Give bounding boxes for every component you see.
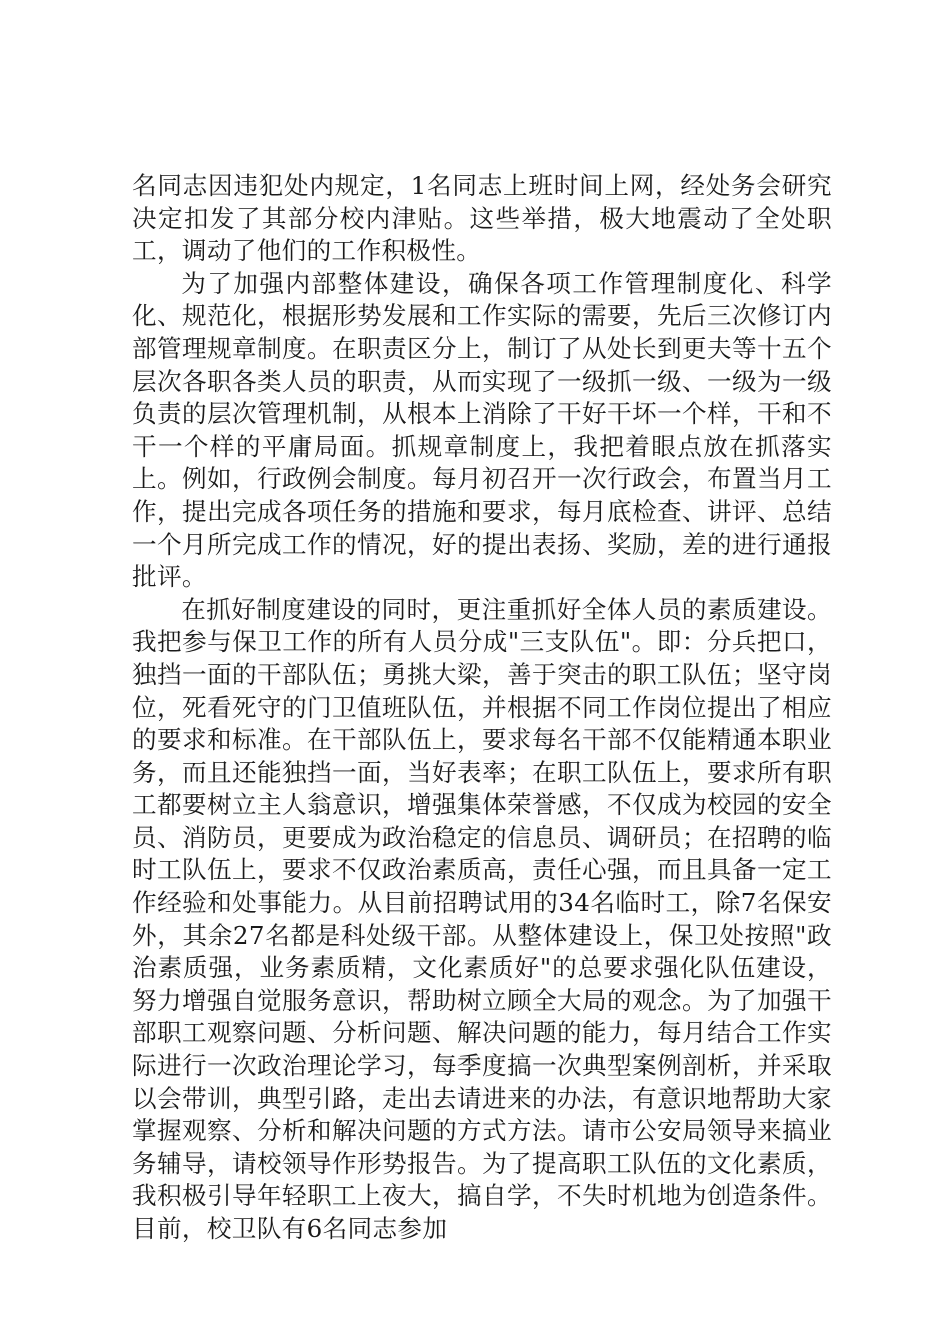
document-body [132, 170, 832, 1246]
paragraph-2: 为了加强内部整体建设，确保各项工作管理制度化、科学化、规范化，根据形势发展和工作实际的需要，先后三次修订内部管理规章制度。在职责区分上，制订了从处长到更夫等十五个层次各职各类人员的职责，从而实现了一级抓一级、一级为一级负责的层次管理机制，从根本上消除了干好干坏一个样，干和不干一个样的平庸局面。抓规章制度上，我把着眼点放在抓落实上。例如，行政例会制度。每月初召开一次行政会，布置当月工作，提出完成各项任务的措施和要求，每月底检查、讲评、总结一个月所完成工作的情况，好的提出表扬、奖励，差的进行通报批评。 [132, 268, 832, 592]
paragraph-1: 名同志因违犯处内规定，1名同志上班时间上网，经处务会研究决定扣发了其部分校内津贴。这些举措，极大地震动了全处职工，调动了他们的工作积极性。 [132, 171, 832, 266]
paragraph-3: 在抓好制度建设的同时，更注重抓好全体人员的素质建设。我把参与保卫工作的所有人员分成"三支队伍"。即：分兵把口，独挡一面的干部队伍；勇挑大梁，善于突击的职工队伍；坚守岗位，死看死守的门卫值班队伍，并根据不同工作岗位提出了相应的要求和标准。在干部队伍上，要求每名干部不仅能精通本职业务，而且还能独挡一面，当好表率；在职工队伍上，要求所有职工都要树立主人翁意识，增强集体荣誉感，不仅成为校园的安全员、消防员，更要成为政治稳定的信息员、调研员；在招聘的临时工队伍上，要求不仅政治素质高，责任心强，而且具备一定工作经验和处事能力。从目前招聘试用的34名临时工，除7名保安外，其余27名都是科处级干部。从整体建设上，保卫处按照"政治素质强，业务素质精，文化素质好"的总要求强化队伍建设，努力增强自觉服务意识，帮助树立顾全大局的观念。为了加强干部职工观察问题、分析问题、解决问题的能力，每月结合工作实际进行一次政治理论学习，每季度搞一次典型案例剖析，并采取以会带训，典型引路，走出去请进来的办法，有意识地帮助大家掌握观察、分析和解决问题的方式方法。请市公安局领导来搞业务辅导，请校领导作形势报告。为了提高职工队伍的文化素质，我积极引导年轻职工上夜大，搞自学，不失时机地为创造条件。目前，校卫队有6名同志参加 [132, 594, 832, 1243]
